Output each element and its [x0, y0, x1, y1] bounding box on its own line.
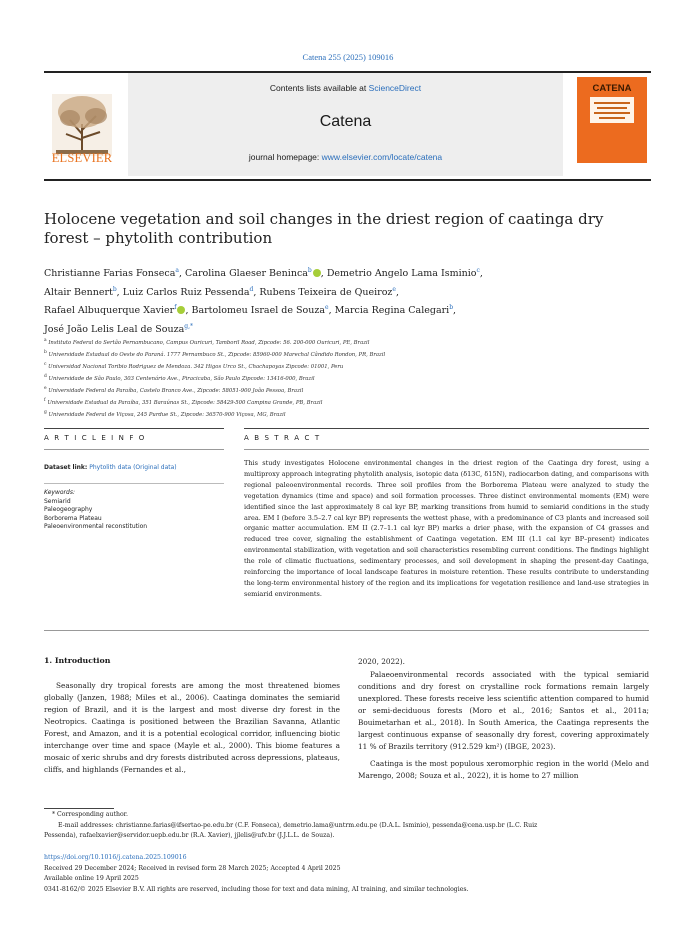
author-name[interactable]: Rafael Albuquerque Xavier	[44, 305, 175, 317]
abstract-sub-rule	[244, 449, 649, 450]
author-name[interactable]: Carolina Glaeser Beninca	[185, 268, 308, 280]
author-name[interactable]: Luiz Carlos Ruiz Pessenda	[122, 286, 250, 298]
author-separator: ,	[395, 286, 400, 298]
affiliation-item	[44, 348, 649, 360]
author-line	[44, 263, 649, 282]
author-affiliation-marker[interactable]: b	[307, 267, 312, 274]
article-info-rule	[44, 428, 224, 429]
author-separator: ,	[453, 305, 457, 317]
intro-column-1	[44, 680, 340, 776]
affiliation-text: Universidad Nacional Toribio Rodriguez de Mendoza. 342 Higos Urco St., Chachapoyas Zipcode: 01001, Peru	[48, 363, 344, 370]
affiliation-marker: d	[44, 374, 47, 380]
journal-reference[interactable]: Catena 255 (2025) 109016	[302, 52, 394, 62]
title-line: forest – phytolith contribution	[44, 229, 273, 247]
contents-prefix: Contents lists available at	[269, 83, 367, 93]
footnote-rule	[44, 808, 114, 809]
cover-title: CATENA	[592, 83, 632, 94]
dataset-link-line	[44, 464, 229, 473]
author-affiliation-marker[interactable]: e	[392, 285, 396, 293]
affiliation-marker: e	[44, 386, 47, 392]
abstract-end-rule	[44, 630, 649, 631]
contents-line	[128, 83, 563, 93]
affiliation-text: Instituto Federal do Sertão Pernambucano, Campus Ouricuri, Tamboril Road, Zipcode: 56. 200-000 Ouricuri, PE, Brazil	[48, 339, 370, 346]
keywords-label: Keywords:	[44, 489, 75, 496]
author-separator: ,	[185, 305, 192, 317]
abstract-text: This study investigates Holocene environmental changes in the driest region of the Caatinga dry forest, using a multiproxy approach integrating phytolith analysis, isotopic data (δ13C, δ15N), radiocarbon dating, and comparisons with regional paleoenvironmental records. Three soil profiles from the Borborema Plateau were analyzed to study the vegetation dynamics (time and space) and soil formation processes. Three distinct environmental moments (EM) were identified since the last approximately 8 cal kyr BP, marking transitions from humid to semiarid conditions in the study area. EM I (before 3.5–2.7 cal kyr BP) represents the wettest phase, with a predominance of C3 plants and increased soil organic matter accumulation. EM II (2.7–1.1 cal kyr BP) marks a drier phase, with the expansion of C4 grasses and reduced tree cover, signaling the establishment of Caatinga vegetation. EM III (1.1 cal kyr BP–present) indicates environmental stabilization, with vegetation and soil characteristics resembling current conditions. The findings highlight the role of climatic fluctuations, sedimentary processes, and soil development in shaping the present-day Caatinga, reinforcing the importance of local landscape features in moisture retention. These results contribute to understanding the long-term environmental history of the region and its implications for vegetation resilience and land-use strategies in semiarid environments.	[244, 459, 649, 598]
affiliation-text: Universidade Estadual do Oeste do Paraná. 1777 Pernambuco St., Zipcode: 85960-000 Marechal Cândido Rondon, PR, Brazil	[48, 351, 386, 358]
author-name[interactable]: Demetrio Angelo Lama Isminio	[326, 268, 477, 280]
author-affiliation-marker[interactable]: d	[249, 285, 254, 293]
intro-continuation: 2020, 2022).	[358, 657, 405, 666]
email-addresses: E-mail addresses: christianne.farias@ifsertao-pe.edu.br (C.F. Fonseca), demetrio.lama@untrm.edu.pe (D.A.L. Isminio), pessenda@cena.usp.br (L.C. Ruiz	[58, 821, 538, 829]
author-line	[44, 319, 649, 338]
author-name[interactable]: Altair Bennert	[44, 286, 113, 298]
article-info-heading: A R T I C L E I N F O	[44, 434, 146, 442]
author-separator: ,	[253, 286, 260, 298]
copyright-line: 0341-8162/© 2025 Elsevier B.V. All rights are reserved, including those for text and data mining, AI training, and similar technologies.	[44, 885, 469, 893]
keyword: Semiarid	[44, 497, 71, 505]
dataset-label: Dataset link:	[44, 464, 88, 471]
author-line	[44, 282, 649, 301]
abstract-rule	[244, 428, 649, 429]
author-affiliation-marker[interactable]: a	[175, 267, 179, 274]
affiliation-text: Universidade Federal de Viçosa, 245 Purdue St., Zipcode: 36570-900 Viçosa, MG, Brazil	[48, 412, 286, 419]
affiliation-item	[44, 360, 649, 372]
affiliation-list	[44, 336, 649, 420]
intro-paragraph: Caatinga is the most populous xeromorphic region in the world (Melo and Marengo, 2008; Souza et al., 2022), it is home to 27 million	[358, 759, 649, 780]
orcid-icon[interactable]	[313, 269, 321, 277]
affiliation-item	[44, 408, 649, 420]
keywords-rule	[44, 483, 224, 484]
affiliation-text: Universidade Federal da Paraíba, Castelo Branco Ave., Zipcode: 58051-900 João Pessoa, Brazil	[48, 388, 304, 395]
author-separator: ,	[178, 268, 186, 280]
homepage-link[interactable]: www.elsevier.com/locate/catena	[321, 152, 443, 162]
keyword: Paleoenvironmental reconstitution	[44, 523, 148, 531]
keywords-block	[44, 489, 229, 532]
cover-text-block	[590, 97, 634, 123]
affiliation-item	[44, 336, 649, 348]
author-separator: ,	[320, 268, 327, 280]
title-line: Holocene vegetation and soil changes in the driest region of caatinga dry	[44, 210, 604, 228]
author-name[interactable]: José João Lelis Leal de Souza	[44, 324, 185, 336]
author-name[interactable]: Rubens Teixeira de Queiroz	[259, 286, 393, 298]
elsevier-wordmark: ELSEVIER	[51, 151, 113, 165]
homepage-line	[128, 152, 563, 162]
author-separator: ,	[328, 305, 335, 317]
keyword: Paleogeography	[44, 506, 93, 514]
corresponding-author-note: * Corresponding author.	[52, 811, 128, 818]
introduction-heading: 1. Introduction	[44, 656, 111, 665]
author-name[interactable]: Marcia Regina Calegari	[334, 305, 450, 317]
dataset-link[interactable]: Phytolith data (Original data)	[89, 464, 177, 471]
author-separator: ,	[116, 286, 123, 298]
keyword: Borborema Plateau	[44, 514, 102, 522]
affiliation-item	[44, 384, 649, 396]
online-date: Available online 19 April 2025	[44, 875, 139, 882]
author-affiliation-marker[interactable]: b	[112, 285, 117, 293]
author-name[interactable]: Bartolomeu Israel de Souza	[191, 305, 325, 317]
author-separator: ,	[479, 268, 483, 280]
affiliation-marker: a	[44, 338, 47, 343]
header-bottom-rule	[44, 179, 651, 181]
affiliation-item	[44, 372, 649, 384]
intro-column-2	[358, 656, 649, 782]
homepage-prefix: journal homepage:	[248, 152, 320, 162]
received-dates: Received 29 December 2024; Received in revised form 28 March 2025; Accepted 4 April 2025	[44, 864, 341, 872]
sciencedirect-link[interactable]: ScienceDirect	[368, 83, 422, 93]
article-info-sub-rule	[44, 449, 224, 450]
affiliation-marker: c	[44, 362, 47, 368]
author-line	[44, 300, 649, 319]
author-affiliation-marker[interactable]: e	[325, 304, 329, 312]
intro-paragraph: Seasonally dry tropical forests are among the most threatened biomes globally (Janzen, 1988; Miles et al., 2006). Caatinga dominates the semiarid region of Brazil, and it is the largest and most diverse dry forest in the Neotropics. Caatinga is positioned between the Brazilian Savanna, Atlantic Forest, and Amazon, and it is a potential ecological corridor, influencing biotic interchange over time and space (Mayle et al., 2000). This biome features a mosaic of xeric shrubs and dry forests distributed across depressions, plateaus, cliffs, and highlands (Fernandes et al.,	[44, 681, 340, 774]
abstract-heading: A B S T R A C T	[244, 434, 321, 442]
doi-link[interactable]: https://doi.org/10.1016/j.catena.2025.109016	[44, 854, 187, 861]
paper-title	[44, 210, 644, 248]
affiliation-item	[44, 396, 649, 408]
author-affiliation-marker[interactable]: c	[476, 267, 480, 274]
author-name[interactable]: Christianne Farias Fonseca	[44, 268, 176, 280]
affiliation-text: Universidade de São Paulo, 303 Centenário Ave., Piracicaba, São Paulo Zipcode: 13416-000, Brazil	[48, 375, 315, 382]
author-affiliation-marker[interactable]: f	[174, 304, 177, 312]
affiliation-text: Universidade Estadual da Paraíba, 351 Baraúnas St., Zipcode: 58429-500 Campina Grande, PB, Brazil	[47, 400, 323, 407]
author-list	[44, 263, 649, 338]
journal-name: Catena	[319, 113, 372, 130]
author-affiliation-marker[interactable]: g,*	[184, 322, 194, 330]
intro-paragraph: Palaeoenvironmental records associated with the typical semiarid conditions and dry forest on crystalline rock formations remain largely unexplored. These forests receive less scientific attention compared to humid or semi-deciduous forests (Moro et al., 2016; Santos et al., 2011a; Bouimetarhan et al., 2018). In South America, the Caatinga represents the largest continuous expanse of seasonally dry forest, covering approximately 11 % of Brazils territory (912.529 km²) (IBGE, 2023).	[358, 670, 649, 751]
journal-cover-thumbnail[interactable]	[577, 77, 647, 163]
email-addresses-cont: Pessenda), rafaelxavier@servidor.uepb.edu.br (R.A. Xavier), jjlelis@ufv.br (J.J.L.L. de Souza).	[44, 832, 335, 839]
affiliation-marker: b	[44, 350, 47, 356]
affiliation-marker: f	[44, 398, 46, 404]
article-history	[44, 853, 649, 895]
author-affiliation-marker[interactable]: b	[449, 304, 454, 312]
affiliation-marker: g	[44, 410, 47, 416]
footnotes	[44, 810, 649, 842]
